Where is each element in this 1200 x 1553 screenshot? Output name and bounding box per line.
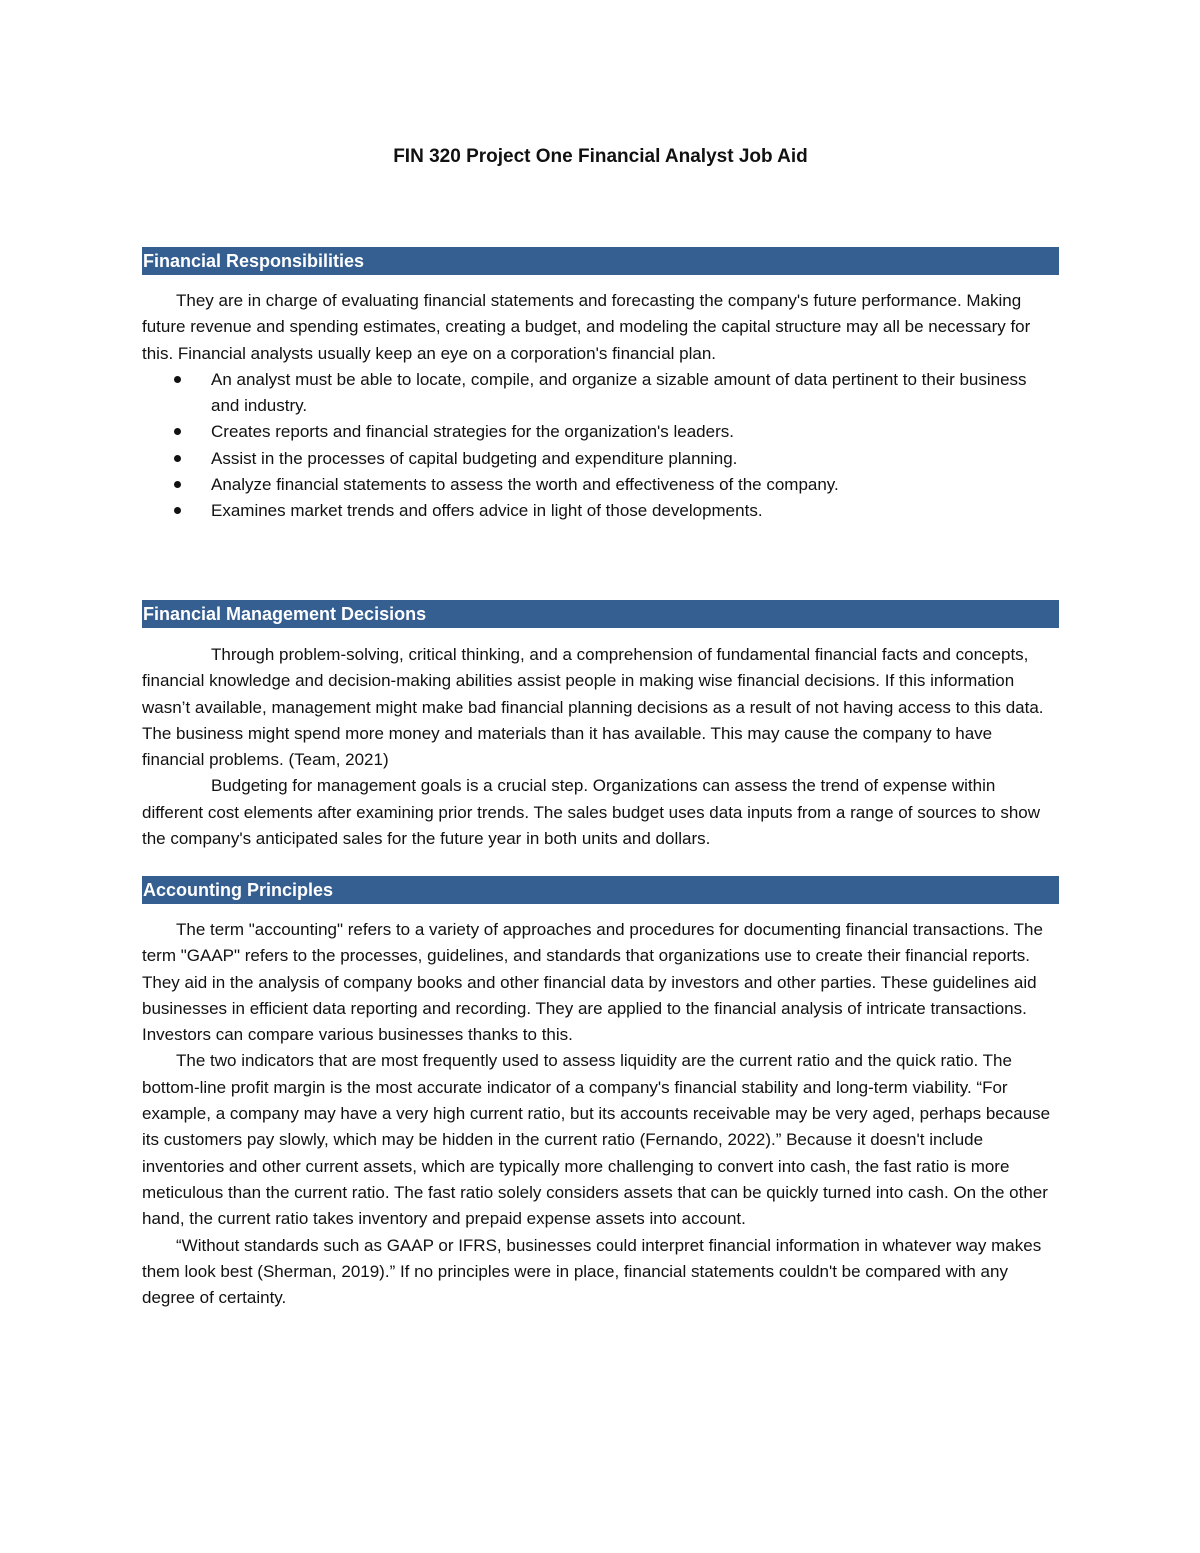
bullet-text: Analyze financial statements to assess the worth and effectiveness of the company. — [211, 475, 839, 495]
section-body-financial-management-decisions — [142, 642, 1059, 852]
bullet-item — [142, 472, 1059, 498]
section-heading-accounting-principles: Accounting Principles — [142, 876, 1059, 904]
bullet-icon — [174, 507, 181, 514]
paragraph: The two indicators that are most frequently used to assess liquidity are the current ratio and the quick ratio. The bottom-line profit margin is the most accurate indicator of a company's financial stability and long-term viability. “For example, a company may have a very high current ratio, but its accounts receivable may be very aged, perhaps because its customers pay slowly, which may be hidden in the current ratio (Fernando, 2022).” Because it doesn't include inventories and other current assets, which are typically more challenging to convert into cash, the fast ratio is more meticulous than the current ratio. The fast ratio solely considers assets that can be quickly turned into cash. On the other hand, the current ratio takes inventory and prepaid expense assets into account. — [142, 1051, 1051, 1229]
bullet-item — [142, 446, 1059, 472]
bullet-list — [142, 367, 1059, 525]
bullet-text: An analyst must be able to locate, compile, and organize a sizable amount of data pertinent to their business and industry. — [211, 369, 1027, 416]
paragraph: “Without standards such as GAAP or IFRS, businesses could interpret financial information in whatever way makes them look best (Sherman, 2019).” If no principles were in place, financial statements couldn't be compared with any degree of certainty. — [142, 1235, 1042, 1308]
bullet-item — [142, 367, 1059, 420]
bullet-item — [142, 498, 1059, 524]
section-heading-financial-management-decisions: Financial Management Decisions — [142, 600, 1059, 628]
section-heading-financial-responsibilities: Financial Responsibilities — [142, 247, 1059, 275]
paragraph: Budgeting for management goals is a crucial step. Organizations can assess the trend of expense within different cost elements after examining prior trends. The sales budget uses data inputs from a range of sources to show the company's anticipated sales for the future year in both units and dollars. — [142, 776, 1041, 849]
bullet-text: Examines market trends and offers advice in light of those developments. — [211, 501, 763, 521]
bullet-icon — [174, 455, 181, 462]
paragraph: They are in charge of evaluating financial statements and forecasting the company's future performance. Making future revenue and spending estimates, creating a budget, and modeling the capital structure may all be necessary for this. Financial analysts usually keep an eye on a corporation's financial plan. — [142, 291, 1031, 363]
bullet-icon — [174, 376, 181, 383]
bullet-item — [142, 419, 1059, 445]
bullet-text: Creates reports and financial strategies for the organization's leaders. — [211, 422, 734, 442]
bullet-icon — [174, 481, 181, 488]
paragraph: Through problem-solving, critical thinking, and a comprehension of fundamental financial facts and concepts, financial knowledge and decision-making abilities assist people in making wise financial decisions. If this information wasn’t available, management might make bad financial planning decisions as a result of not having access to this data. The business might spend more money and materials than it has available. This may cause the company to have financial problems. (Team, 2021) — [142, 645, 1044, 770]
bullet-icon — [174, 428, 181, 435]
section-body-financial-responsibilities — [142, 288, 1059, 525]
paragraph: The term "accounting" refers to a variety of approaches and procedures for documenting financial transactions. The term "GAAP" refers to the processes, guidelines, and standards that organizations use to create their financial reports. They aid in the analysis of company books and other financial data by investors and other parties. These guidelines aid businesses in efficient data reporting and recording. They are applied to the financial analysis of intricate transactions. Investors can compare various businesses thanks to this. — [142, 920, 1043, 1045]
bullet-text: Assist in the processes of capital budgeting and expenditure planning. — [211, 448, 738, 468]
section-body-accounting-principles — [142, 917, 1059, 1311]
document-title: FIN 320 Project One Financial Analyst Job Aid — [393, 146, 808, 167]
